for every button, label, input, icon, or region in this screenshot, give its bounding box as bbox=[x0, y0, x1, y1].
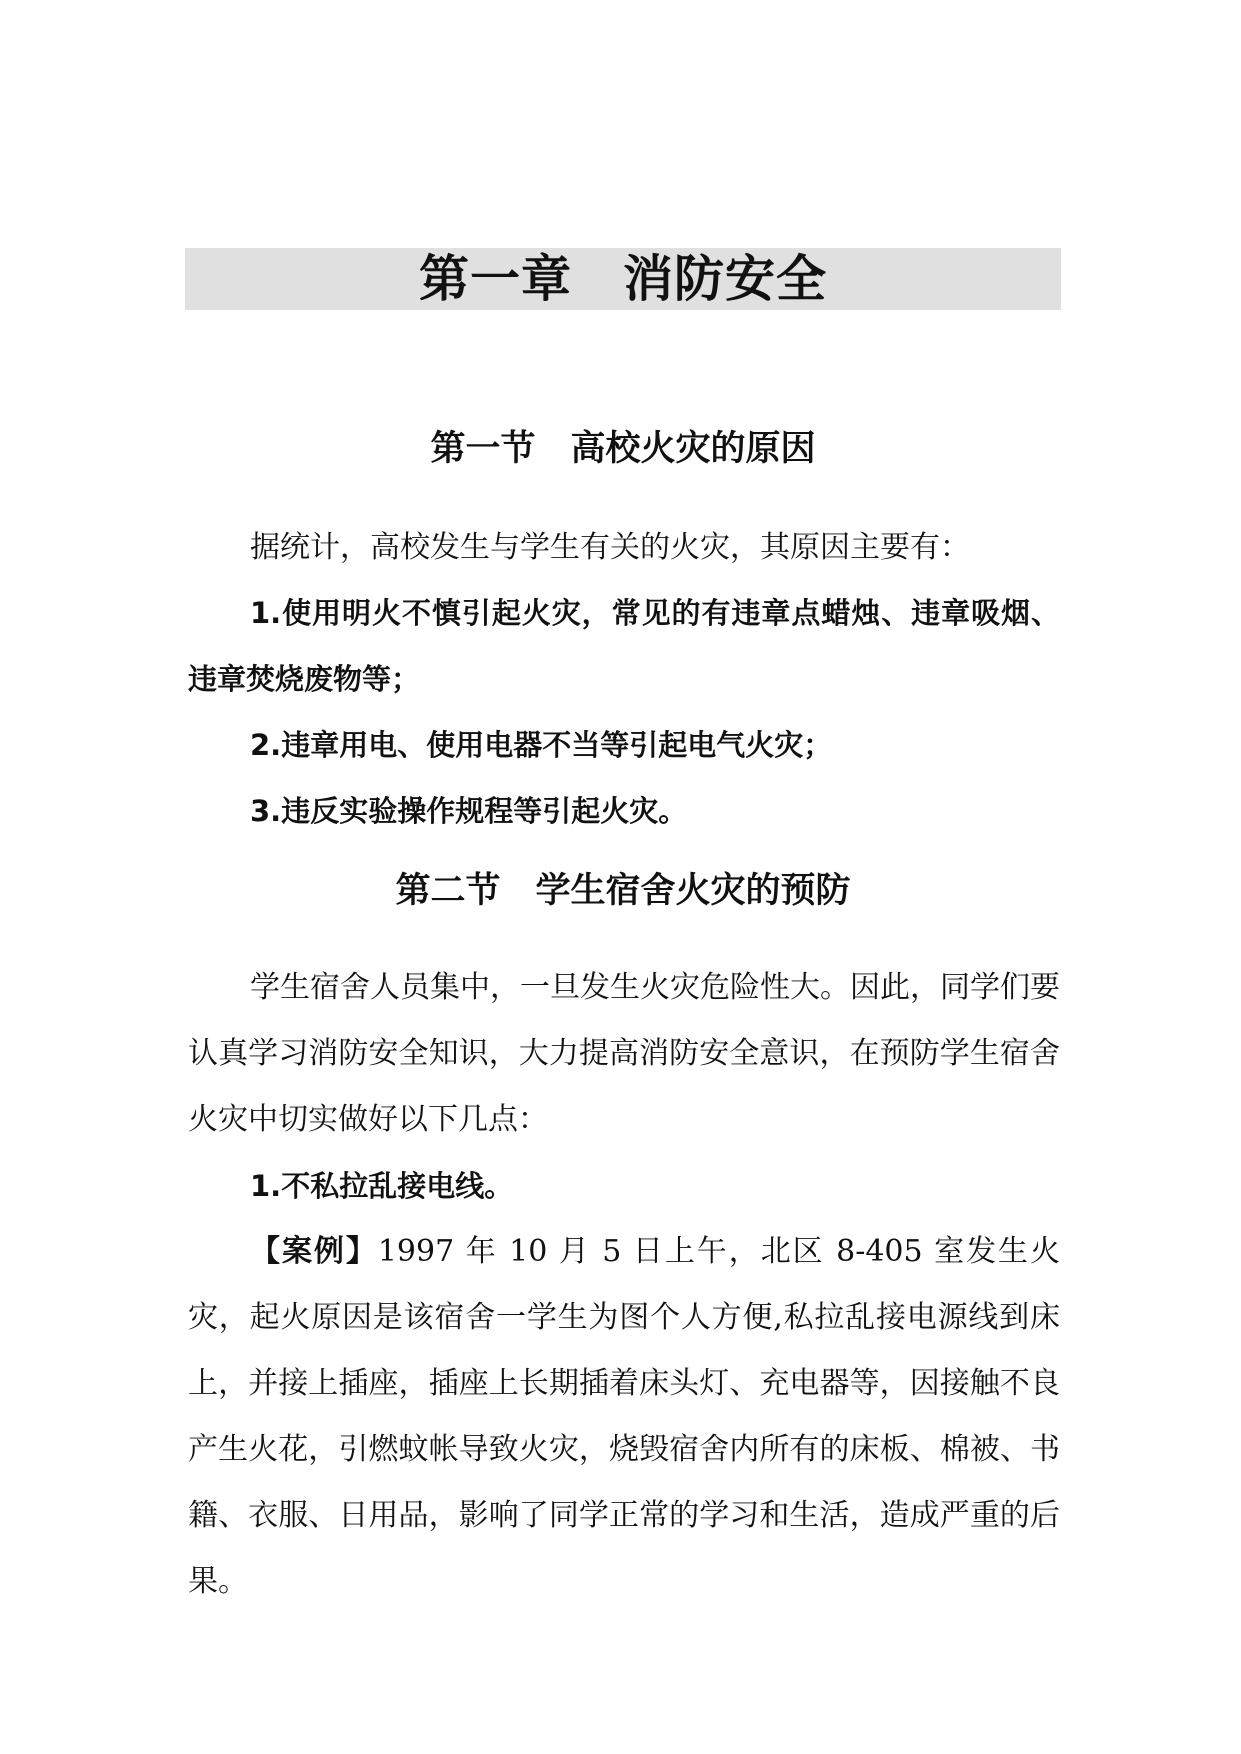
case-paragraph bbox=[188, 1219, 1060, 1615]
section-1-item-3: 3.违反实验操作规程等引起火灾。 bbox=[250, 794, 688, 828]
section-2-intro: 学生宿舍人员集中，一旦发生火灾危险性大。因此，同学们要认真学习消防安全知识，大力提高消防安全意识，在预防学生宿舍火灾中切实做好以下几点： bbox=[188, 970, 1060, 1137]
section-1-item-1: 1.使用明火不慎引起火灾，常见的有违章点蜡烛、违章吸烟、违章焚烧废物等； bbox=[188, 596, 1060, 696]
section-1-title: 第一节 高校火灾的原因 bbox=[430, 429, 816, 469]
section-2-item-1: 1.不私拉乱接电线。 bbox=[250, 1169, 514, 1203]
section-1-intro: 据统计，高校发生与学生有关的火灾，其原因主要有： bbox=[250, 530, 970, 565]
case-label: 【案例】 bbox=[250, 1234, 378, 1269]
case-text: 1997 年 10 月 5 日上午，北区 8-405 室发生火灾，起火原因是该宿舍一学生为图个人方便,私拉乱接电源线到床上，并接上插座，插座上长期插着床头灯、充电器等，因接触不良产生火花，引燃蚊帐导致火灾，烧毁宿舍内所有的床板、棉被、书籍、衣服、日用品，影响了同学正常的学习和生活，造成严重的后果。 bbox=[188, 1234, 1060, 1599]
chapter-title: 第一章 消防安全 bbox=[419, 250, 827, 308]
section-2-title: 第二节 学生宿舍火灾的预防 bbox=[395, 871, 851, 911]
section-1-item-2: 2.违章用电、使用电器不当等引起电气火灾； bbox=[250, 728, 833, 762]
